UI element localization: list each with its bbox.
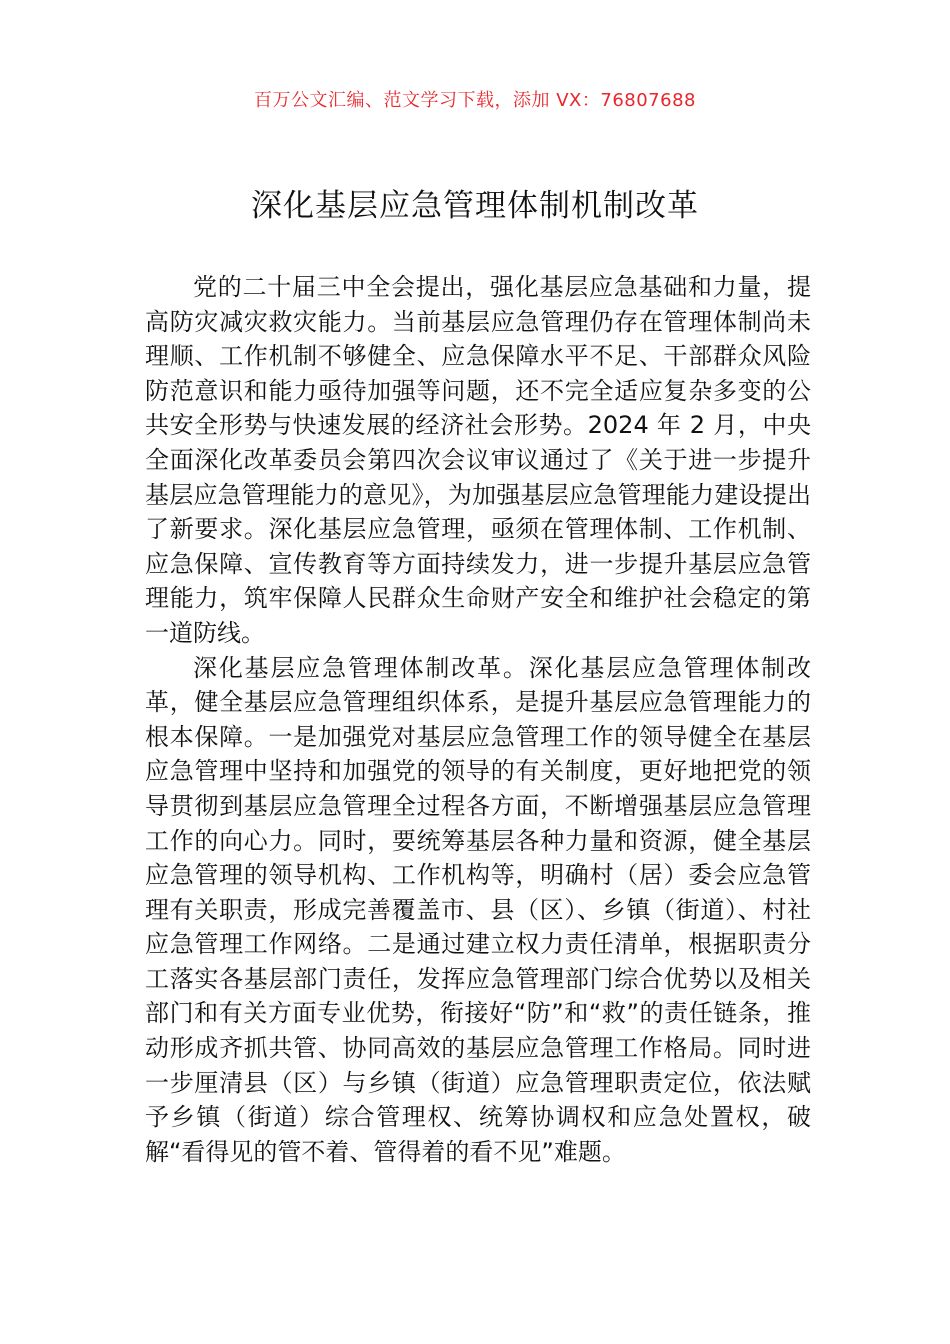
paragraph: 深化基层应急管理体制改革。深化基层应急管理体制改革，健全基层应急管理组织体系，是提升基层应急管理能力的根本保障。一是加强党对基层应急管理工作的领导健全在基层应急管理中坚持和加强党的领导的有关制度，更好地把党的领导贯彻到基层应急管理全过程各方面，不断增强基层应急管理工作的向心力。同时，要统筹基层各种力量和资源，健全基层应急管理的领导机构、工作机构等，明确村（居）委会应急管理有关职责，形成完善覆盖市、县（区）、乡镇（街道）、村社应急管理工作网络。二是通过建立权力责任清单，根据职责分工落实各基层部门责任，发挥应急管理部门综合优势以及相关部门和有关方面专业优势，衔接好“防”和“救”的责任链条，推动形成齐抓共管、协同高效的基层应急管理工作格局。同时进一步厘清县（区）与乡镇（街道）应急管理职责定位，依法赋予乡镇（街道）综合管理权、统筹协调权和应急处置权，破解“看得见的管不着、管得着的看不见”难题。 — [145, 653, 811, 1166]
document-body — [145, 270, 811, 1169]
paragraph: 党的二十届三中全会提出，强化基层应急基础和力量，提高防灾减灾救灾能力。当前基层应急管理仍存在管理体制尚未理顺、工作机制不够健全、应急保障水平不足、干部群众风险防范意识和能力亟待加强等问题，还不完全适应复杂多变的公共安全形势与快速发展的经济社会形势。2024 年 2 月，中央全面深化改革委员会第四次会议审议通过了《关于进一步提升基层应急管理能力的意见》，为加强基层应急管理能力建设提出了新要求。深化基层应急管理，亟须在管理体制、工作机制、应急保障、宣传教育等方面持续发力，进一步提升基层应急管理能力，筑牢保障人民群众生命财产安全和维护社会稳定的第一道防线。 — [145, 273, 811, 647]
document-title: 深化基层应急管理体制机制改革 — [251, 188, 699, 224]
promo-header: 百万公文汇编、范文学习下载，添加 VX：76807688 — [254, 90, 696, 111]
